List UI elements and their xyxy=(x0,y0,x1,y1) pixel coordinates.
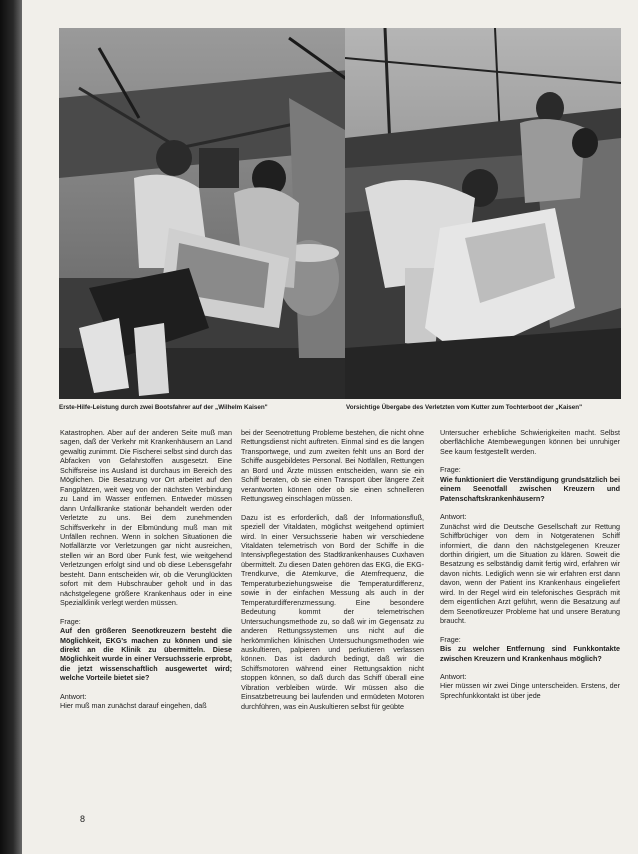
text-column-3 xyxy=(440,428,620,810)
column-3-question xyxy=(440,465,620,503)
column-2-paragraph: bei der Seenotrettung Probleme bestehen, die nicht ohne Rettungsdienst nicht auftreten. Einmal sind es die langen Transportwege, und zum zweiten fehlt uns an Bord der Schiffe ausgebildetes Personal. Bei Notfällen, Rettungen an Bord und Ärzte müssen entscheiden, wann sie ein Schiff beraten, ob sie einen Transport über längere Zeit verantworten können oder ob sie einen schnelleren Rettungsweg einschlagen müssen. xyxy=(241,428,424,504)
answer-text: Hier müssen wir zwei Dinge unterscheiden. Erstens, der Sprechfunkkontakt ist über jede xyxy=(440,681,620,700)
column-3-answer xyxy=(440,672,620,700)
column-1-question xyxy=(60,617,232,683)
column-2-paragraph: Dazu ist es erforderlich, daß der Informationsfluß, speziell der Vitaldaten, möglichst weitgehend optimiert wird. In einer Versuchsserie haben wir verschiedene Vitaldaten telemetrisch von Bord der Schiffe in die Intensivpflegestation des Stadtkrankenhauses Cuxhaven übermittelt. Zu diesen Daten gehören das EKG, die EKG-Trendkurve, die Atemkurve, die Atemfrequenz, die Temperaturbeziehungsweise die Temperaturdifferenz, sowie in der einfachen Messung als auch in der Temperaturdifferenzmessung. Eine besondere Bedeutung kommt der telemetrischen Untersuchungsmethode zu, so daß wir im Gegensatz zu anderen Rettungssystemen uns nicht auf die herkömmlichen klinischen Untersuchungsmethoden wie auskultieren, palpieren und perkutieren verlassen können. Das ist dadurch bedingt, daß wir die Schiffsmotoren während einer Rettungsaktion nicht stoppen können, so daß durch das Schiff überall eine Vibration verbleiben würde. Wir müssen also die Einsatzbetreuung bei laufenden und ermüdeten Motoren durchführen, was ein Auskultieren selbst für geübte xyxy=(241,512,424,711)
column-3-paragraph: Untersucher erhebliche Schwierigkeiten macht. Selbst oberflächliche Atembewegungen können bei unruhiger See kaum festgestellt werden. xyxy=(440,428,620,456)
question-label: Frage: xyxy=(440,634,461,644)
magazine-page xyxy=(22,0,638,854)
answer-label: Antwort: xyxy=(60,691,87,701)
question-text: Auf den größeren Seenotkreuzern besteht die Möglichkeit, EKG's machen zu können und sie direkt an die Klinik zu übermitteln. Diese Möglichkeit wurde in einer Versuchsserie erprobt, die jetzt wissenschaftlich ausgewertet wird; welche Vorteile bietet sie? xyxy=(60,626,232,683)
column-3-question xyxy=(440,635,620,663)
column-1-answer xyxy=(60,692,232,711)
caption-left-photo: Erste-Hilfe-Leistung durch zwei Bootsfahrer auf der „Wilhelm Kaisen" xyxy=(59,404,268,411)
question-label: Frage: xyxy=(440,465,461,475)
photo-patient-transfer xyxy=(345,28,621,399)
question-text: Wie funktioniert die Verständigung grundsätzlich bei einem Seenotfall zwischen Kreuzern und Patenschaftskrankenhäusern? xyxy=(440,474,620,503)
text-column-2 xyxy=(241,428,424,810)
answer-text: Hier muß man zunächst darauf eingehen, daß xyxy=(60,701,207,711)
question-text: Bis zu welcher Entfernung sind Funkkontakte zwischen Kreuzern und Krankenhaus möglich? xyxy=(440,644,620,663)
caption-right-photo: Vorsichtige Übergabe des Verletzten vom Kutter zum Tochterboot der „Kaisen" xyxy=(346,404,583,411)
answer-label: Antwort: xyxy=(440,512,467,522)
answer-label: Antwort: xyxy=(440,671,467,681)
column-1-paragraph: Katastrophen. Aber auf der anderen Seite muß man sagen, daß der Verkehr mit Krankenhäusern an Land gewaltig zunimmt. Die Fischerei selbst sind durch das Abfacken von Gefahrstoffen ausgesetzt. Eine Schiffsreise ins Ausland ist durchaus im Bereich des Möglichen. Die Besatzung vor Ort arbeitet auf den Fangplätzen, weit weg von der nächsten Verbindung zu Land im Wasser entfernen. Entweder müssen dann Unfallkranke stationär behandelt werden oder Verletzte zu uns. Bei dem zunehmenden Schiffsverkehr in der Elbmündung muß man mit Unfällen rechnen. Wenn in solchen Situationen die Notfallärzte vor Verletzungen gar nicht ausreichen, stellen wir an Bord über Funk fest, wie weitgehend Verletzungen erfolgt sind und ob diese Lebensgefahr besteht. Dann entscheiden wir, ob die Verunglückten sofort mit dem Hubschrauber geholt und in das nächstgelegene größere Krankenhaus oder in eine Spezialklinik verlegt werden müssen. xyxy=(60,428,232,608)
text-column-1 xyxy=(60,428,232,810)
answer-text: Zunächst wird die Deutsche Gesellschaft zur Rettung Schiffbrüchiger von dem in Notgeratenen Schiff informiert, die dann den nächstgelegenen Kreuzer dorthin dirigiert, um die Situation zu klären. Soweit die Besatzung es selbständig damit fertig wird, erfahren wir davon nichts. Lediglich wenn sie wir erfahren erst dann davon, wenn der Patient ins Krankenhaus eingeliefert wird. In der Regel wird ein telefonisches Gespräch mit dem eigentlichen Arzt geführt, wenn die Besatzung auf dem Seenotkreuzer Probleme hat und unsere Beratung braucht. xyxy=(440,521,620,626)
page-number: 8 xyxy=(80,814,86,824)
photo-first-aid-on-deck xyxy=(59,28,369,399)
book-spine-shadow xyxy=(0,0,22,854)
column-3-answer xyxy=(440,512,620,625)
question-label: Frage: xyxy=(60,616,81,626)
